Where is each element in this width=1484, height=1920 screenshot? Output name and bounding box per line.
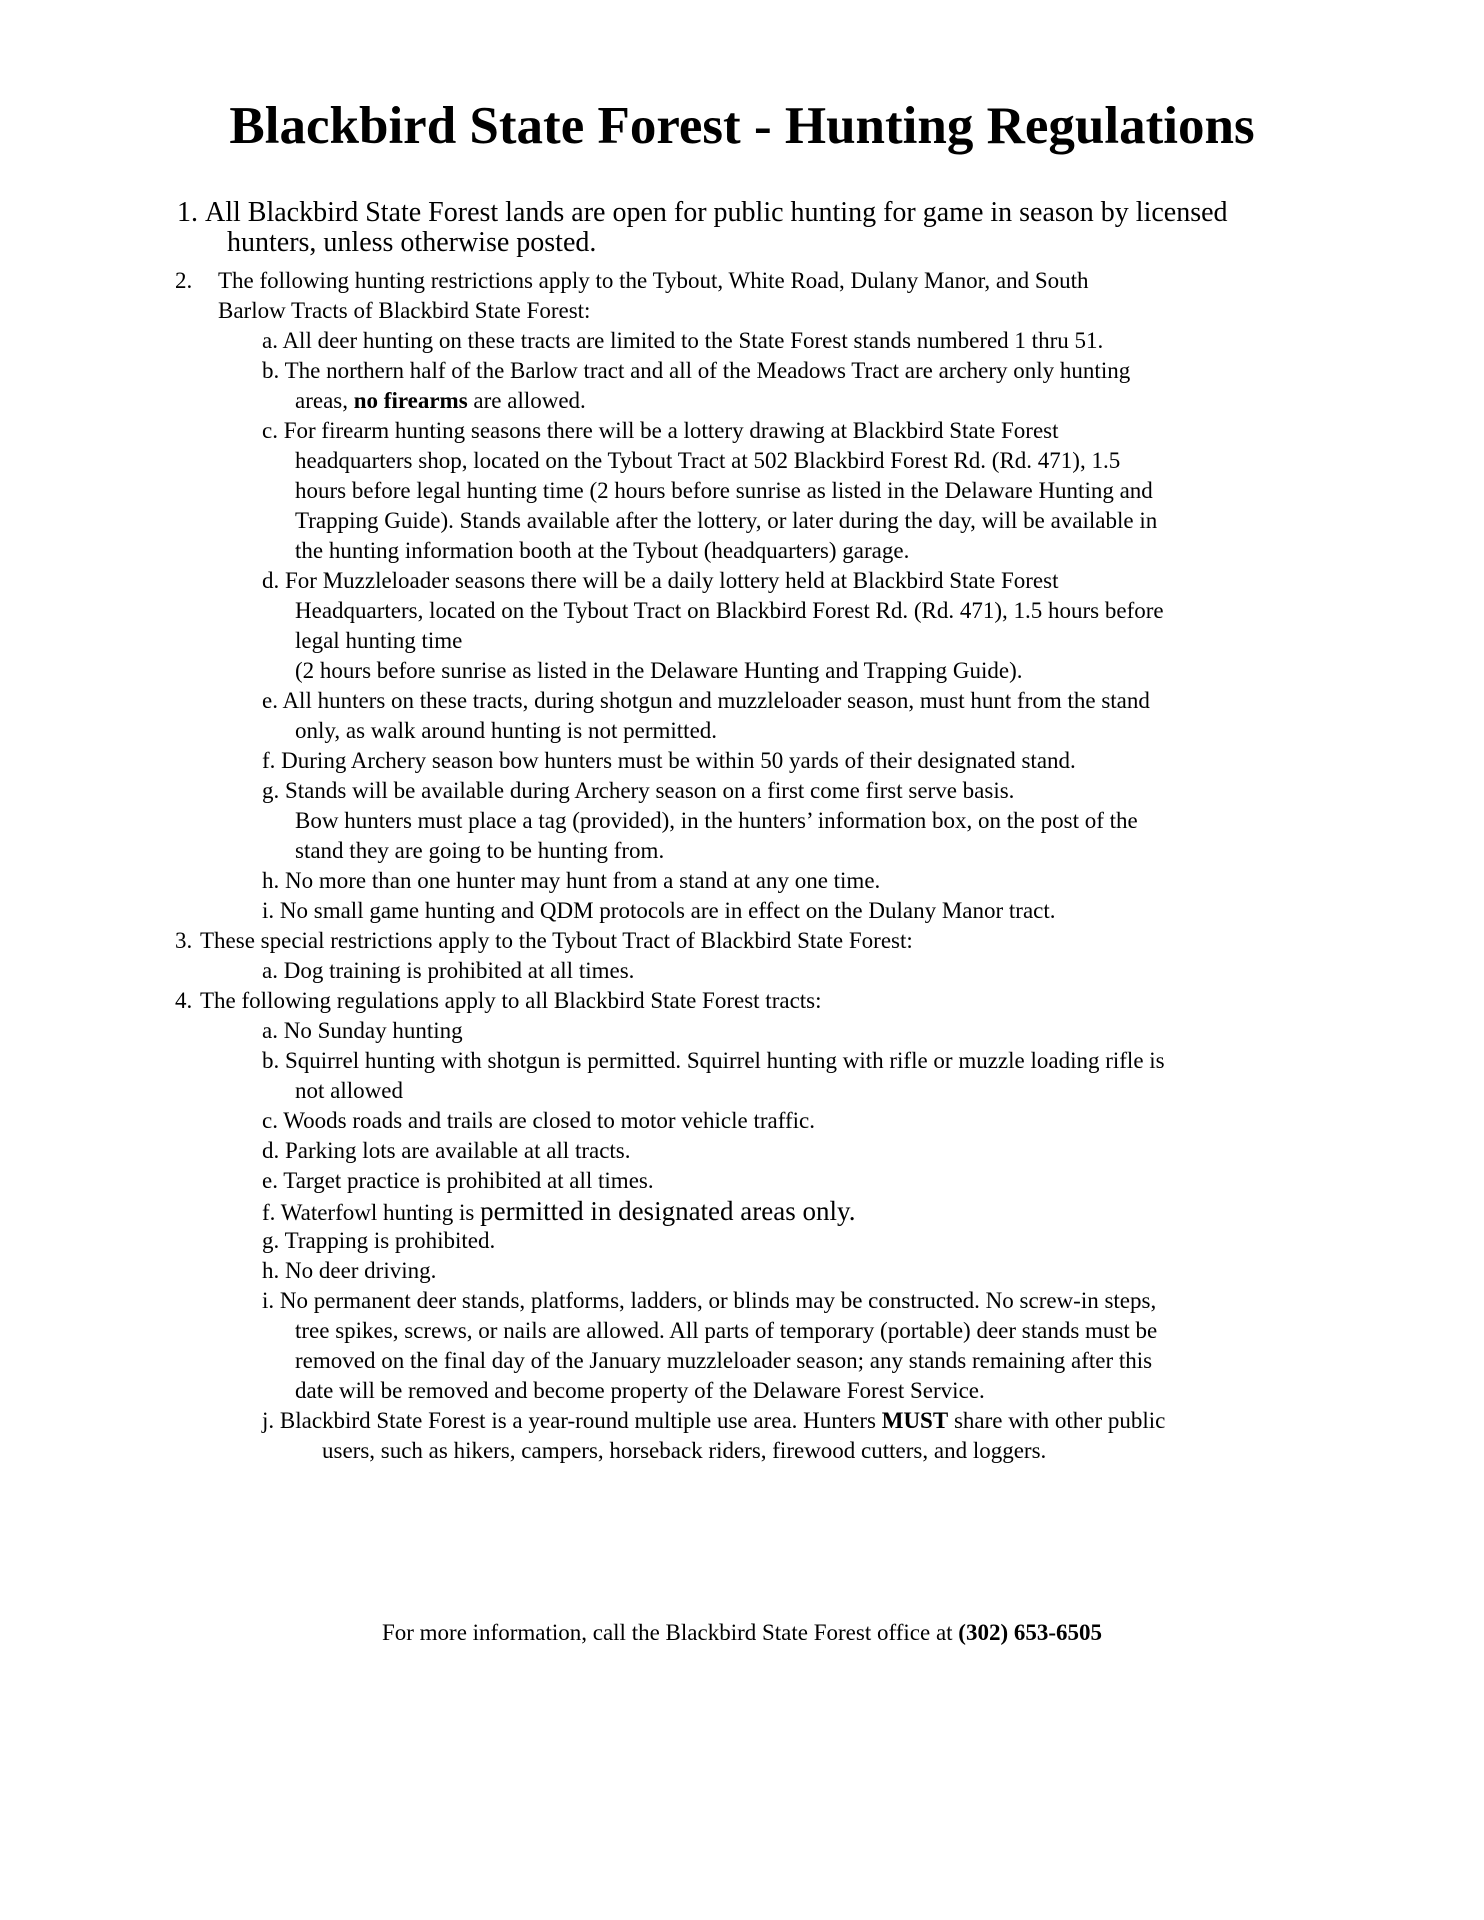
- item-3-number: 3.: [175, 928, 193, 953]
- item-2e-line-1: e. All hunters on these tracts, during shotgun and muzzleloader season, must hunt from the stand: [262, 688, 1150, 713]
- page-title: Blackbird State Forest - Hunting Regulations: [229, 97, 1255, 155]
- item-4b-line-2: not allowed: [295, 1078, 403, 1103]
- item-2g-line-2: Bow hunters must place a tag (provided), in the hunters’ information box, on the post of the: [295, 808, 1138, 833]
- item-2b-text: areas,: [295, 388, 354, 413]
- office-phone-number: (302) 653-6505: [958, 1620, 1103, 1645]
- item-4i-line-3: removed on the final day of the January muzzleloader season; any stands remaining after this: [295, 1348, 1153, 1373]
- item-4a: a. No Sunday hunting: [262, 1018, 463, 1043]
- item-4f-text: f. Waterfowl hunting is: [262, 1200, 481, 1225]
- item-4j-line-1: [262, 1406, 1165, 1436]
- item-2d-line-3: legal hunting time: [295, 628, 463, 653]
- item-2d-line-1: d. For Muzzleloader seasons there will be a daily lottery held at Blackbird State Forest: [262, 568, 1059, 593]
- item-4d: d. Parking lots are available at all tracts.: [262, 1138, 631, 1163]
- item-4i-line-2: tree spikes, screws, or nails are allowed. All parts of temporary (portable) deer stands must be: [295, 1318, 1158, 1343]
- item-4j-text: j. Blackbird State Forest is a year-round multiple use area. Hunters: [262, 1408, 882, 1433]
- no-firearms-emphasis: no firearms: [353, 388, 468, 413]
- item-4e: e. Target practice is prohibited at all times.: [262, 1168, 654, 1193]
- item-4f-text-large: permitted in designated areas only.: [480, 1196, 856, 1226]
- must-emphasis: MUST: [881, 1408, 949, 1433]
- item-4j-text-end: share with other public: [948, 1408, 1166, 1433]
- item-4f: [262, 1196, 856, 1228]
- item-4-number: 4.: [175, 988, 193, 1013]
- item-2-number: 2.: [175, 268, 193, 293]
- item-4b-line-1: b. Squirrel hunting with shotgun is permitted. Squirrel hunting with rifle or muzzle loading rifle is: [262, 1048, 1165, 1073]
- item-2b-line-1: b. The northern half of the Barlow tract and all of the Meadows Tract are archery only hunting: [262, 358, 1131, 383]
- item-2d-line-2: Headquarters, located on the Tybout Tract on Blackbird Forest Rd. (Rd. 471), 1.5 hours before: [295, 598, 1164, 623]
- item-4j-line-2: users, such as hikers, campers, horseback riders, firewood cutters, and loggers.: [322, 1438, 1047, 1463]
- item-2b-text-end: are allowed.: [467, 388, 586, 413]
- item-2c-line-1: c. For firearm hunting seasons there will be a lottery drawing at Blackbird State Forest: [262, 418, 1059, 443]
- item-2c-line-3: hours before legal hunting time (2 hours before sunrise as listed in the Delaware Hunting and: [295, 478, 1153, 503]
- item-4i-line-1: i. No permanent deer stands, platforms, ladders, or blinds may be constructed. No screw-in steps,: [262, 1288, 1157, 1313]
- item-2f: f. During Archery season bow hunters must be within 50 yards of their designated stand.: [262, 748, 1076, 773]
- item-4c: c. Woods roads and trails are closed to motor vehicle traffic.: [262, 1108, 815, 1133]
- item-2d-line-4: (2 hours before sunrise as listed in the Delaware Hunting and Trapping Guide).: [295, 658, 1023, 683]
- item-4g: g. Trapping is prohibited.: [262, 1228, 496, 1253]
- item-2g-line-3: stand they are going to be hunting from.: [295, 838, 665, 863]
- item-2b-line-2: [295, 386, 586, 416]
- item-1-line-1: All Blackbird State Forest lands are open for public hunting for game in season by licensed: [205, 197, 1228, 228]
- item-2h: h. No more than one hunter may hunt from a stand at any one time.: [262, 868, 881, 893]
- item-4i-line-4: date will be removed and become property of the Delaware Forest Service.: [295, 1378, 985, 1403]
- item-2e-line-2: only, as walk around hunting is not permitted.: [295, 718, 718, 743]
- item-2c-line-4: Trapping Guide). Stands available after the lottery, or later during the day, will be available in: [295, 508, 1158, 533]
- item-2g-line-1: g. Stands will be available during Archery season on a first come first serve basis.: [262, 778, 1015, 803]
- item-3a: a. Dog training is prohibited at all times.: [262, 958, 635, 983]
- footer-text: For more information, call the Blackbird State Forest office at: [381, 1620, 959, 1645]
- item-2c-line-2: headquarters shop, located on the Tybout Tract at 502 Blackbird Forest Rd. (Rd. 471), 1.5: [295, 448, 1121, 473]
- item-2a: a. All deer hunting on these tracts are limited to the State Forest stands numbered 1 thru 51.: [262, 328, 1104, 353]
- item-3-line-1: These special restrictions apply to the Tybout Tract of Blackbird State Forest:: [200, 928, 913, 953]
- item-1-number: 1.: [177, 197, 198, 228]
- item-1-line-2: hunters, unless otherwise posted.: [227, 227, 597, 258]
- item-4h: h. No deer driving.: [262, 1258, 437, 1283]
- item-4-line-1: The following regulations apply to all Blackbird State Forest tracts:: [200, 988, 822, 1013]
- item-2-line-2: Barlow Tracts of Blackbird State Forest:: [218, 298, 591, 323]
- item-2c-line-5: the hunting information booth at the Tybout (headquarters) garage.: [295, 538, 910, 563]
- item-2i: i. No small game hunting and QDM protocols are in effect on the Dulany Manor tract.: [262, 898, 1056, 923]
- contact-footer: [0, 1618, 1484, 1648]
- item-2-line-1: The following hunting restrictions apply to the Tybout, White Road, Dulany Manor, and South: [218, 268, 1089, 293]
